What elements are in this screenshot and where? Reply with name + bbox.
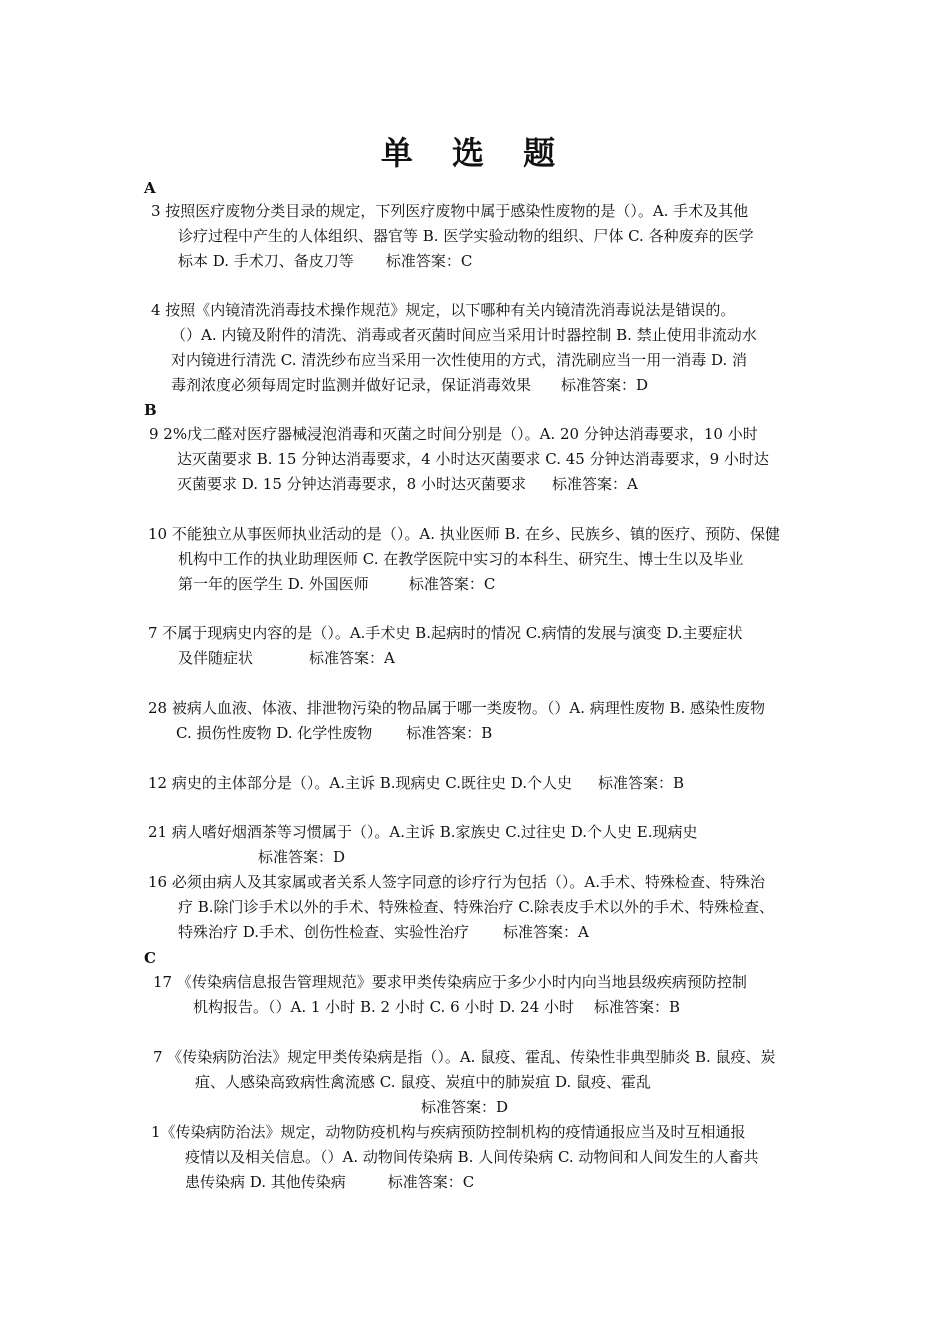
question-item	[148, 820, 818, 870]
question-item	[153, 1045, 823, 1120]
question-item	[151, 199, 821, 274]
question-item	[148, 771, 818, 796]
question-line: 28 被病人血液、体液、排泄物污染的物品属于哪一类废物。（）A. 病理性废物 B. 感染性废物	[148, 699, 766, 717]
question-item	[148, 696, 818, 746]
question-line: 7 不属于现病史内容的是（）。A.手术史 B.起病时的情况 C.病情的发展与演变 D.主要症状	[148, 624, 743, 642]
question-line: 17 《传染病信息报告管理规范》要求甲类传染病应于多少小时内向当地县级疾病预防控制	[153, 973, 747, 991]
question-line: 达灭菌要求 B. 15 分钟达消毒要求，4 小时达灭菌要求 C. 45 分钟达消毒要求，9 小时达	[177, 450, 769, 468]
question-line: 4 按照《内镜清洗消毒技术操作规范》规定，以下哪种有关内镜清洗消毒说法是错误的。	[151, 301, 736, 319]
question-line: 1《传染病防治法》规定，动物防疫机构与疾病预防控制机构的疫情通报应当及时互相通报	[151, 1123, 746, 1141]
answer-text: 标准答案：D	[421, 1098, 509, 1116]
question-line: C. 损伤性废物 D. 化学性废物	[176, 724, 373, 742]
question-line: （）A. 内镜及附件的清洗、消毒或者灭菌时间应当采用计时器控制 B. 禁止使用非流动水	[171, 326, 757, 344]
section-label-b: B	[144, 401, 157, 419]
question-item	[149, 422, 819, 497]
question-line: 灭菌要求 D. 15 分钟达消毒要求，8 小时达灭菌要求	[177, 475, 526, 493]
question-line: 疫情以及相关信息。（）A. 动物间传染病 B. 人间传染病 C. 动物间和人间发生的人畜共	[185, 1148, 759, 1166]
section-label-c: C	[144, 949, 156, 967]
question-item	[148, 522, 818, 597]
question-item	[153, 970, 823, 1020]
answer-text: 标准答案：D	[561, 376, 649, 394]
answer-text: 标准答案：A	[503, 923, 589, 941]
answer-text: 标准答案：A	[309, 649, 395, 667]
section-label-a: A	[144, 179, 156, 197]
question-line: 疽、人感染高致病性禽流感 C. 鼠疫、炭疽中的肺炭疽 D. 鼠疫、霍乱	[195, 1073, 652, 1091]
question-line: 疗 B.除门诊手术以外的手术、特殊检查、特殊治疗 C.除表皮手术以外的手术、特殊检查、	[178, 898, 775, 916]
question-item	[151, 1120, 821, 1195]
answer-text: 标准答案：C	[387, 1173, 475, 1191]
question-line: 3 按照医疗废物分类目录的规定，下列医疗废物中属于感染性废物的是（）。A. 手术及其他	[151, 202, 749, 220]
question-line: 机构报告。（）A. 1 小时 B. 2 小时 C. 6 小时 D. 24 小时	[193, 998, 575, 1016]
answer-text: 标准答案：B	[406, 724, 493, 742]
question-line: 第一年的医学生 D. 外国医师	[178, 575, 369, 593]
answer-text: 标准答案：C	[385, 252, 473, 270]
question-item	[151, 298, 821, 398]
answer-text: 标准答案：C	[408, 575, 496, 593]
question-line: 毒剂浓度必须每周定时监测并做好记录，保证消毒效果	[171, 376, 532, 394]
question-item	[148, 621, 818, 671]
question-item	[148, 870, 828, 945]
question-line: 10 不能独立从事医师执业活动的是（）。A. 执业医师 B. 在乡、民族乡、镇的医疗、预防、保健	[148, 525, 781, 543]
question-line: 患传染病 D. 其他传染病	[185, 1173, 346, 1191]
question-line: 诊疗过程中产生的人体组织、器官等 B. 医学实验动物的组织、尸体 C. 各种废弃的医学	[178, 227, 754, 245]
question-line: 特殊治疗 D.手术、创伤性检查、实验性治疗	[178, 923, 470, 941]
answer-text: 标准答案：A	[551, 475, 638, 493]
question-line: 机构中工作的执业助理医师 C. 在教学医院中实习的本科生、研究生、博士生以及毕业	[178, 550, 744, 568]
answer-text: 标准答案：B	[594, 998, 681, 1016]
answer-text: 标准答案：B	[598, 774, 685, 792]
question-line: 标本 D. 手术刀、备皮刀等	[178, 252, 354, 270]
question-line: 对内镜进行清洗 C. 清洗纱布应当采用一次性使用的方式，清洗刷应当一用一消毒 D. 消	[171, 351, 748, 369]
question-line: 12 病史的主体部分是（）。A.主诉 B.现病史 C.既往史 D.个人史	[148, 774, 573, 792]
question-line: 7 《传染病防治法》规定甲类传染病是指（）。A. 鼠疫、霍乱、传染性非典型肺炎 B. 鼠疫、炭	[153, 1048, 776, 1066]
question-line: 21 病人嗜好烟酒茶等习惯属于（）。A.主诉 B.家族史 C.过往史 D.个人史 E.现病史	[148, 823, 698, 841]
answer-text: 标准答案：D	[258, 848, 346, 866]
question-line: 及伴随症状	[178, 649, 254, 667]
question-line: 9 2%戊二醛对医疗器械浸泡消毒和灭菌之时间分别是（）。A. 20 分钟达消毒要求，10 小时	[149, 425, 758, 443]
question-line: 16 必须由病人及其家属或者关系人签字同意的诊疗行为包括（）。A.手术、特殊检查、特殊治	[148, 873, 765, 891]
page-title: 单 选 题	[380, 134, 570, 172]
